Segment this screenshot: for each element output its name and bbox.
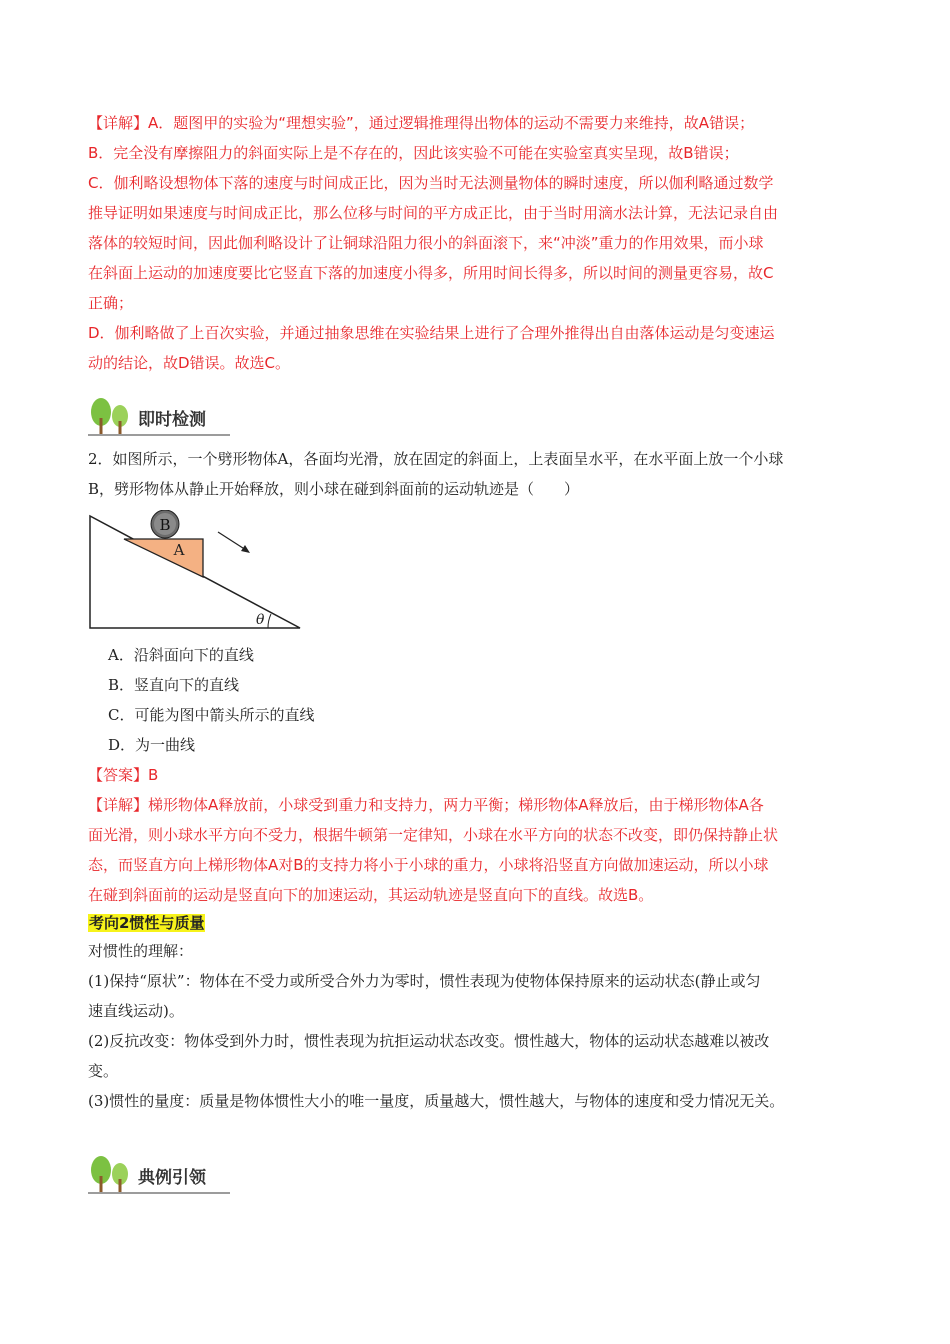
tree-icon xyxy=(88,396,134,436)
option-d: D．为一曲线 xyxy=(108,736,196,754)
detail-line: D．伽利略做了上百次实验，并通过抽象思维在实验结果上进行了合理外推得出自由落体运动是匀变速运 xyxy=(88,324,775,342)
wedge-label: A xyxy=(173,541,185,559)
detail-line: 面光滑，则小球水平方向不受力，根据牛顿第一定律知，小球在水平方向的状态不改变，即仍保持静止状 xyxy=(88,826,779,844)
detail-line: C．伽利略设想物体下落的速度与时间成正比，因为当时无法测量物体的瞬时速度，所以伽利略通过数学 xyxy=(88,174,774,192)
section-header-examples xyxy=(88,1150,878,1194)
detail-line: 态，而竖直方向上梯形物体A对B的支持力将小于小球的重力，小球将沿竖直方向做加速运动，所以小球 xyxy=(88,856,769,874)
topic-intro: 对惯性的理解： xyxy=(88,942,194,960)
option-c: C．可能为图中箭头所示的直线 xyxy=(108,706,315,724)
question-2 xyxy=(88,444,878,910)
motion-arrow xyxy=(218,532,246,550)
detail-line: 在碰到斜面前的运动是竖直向下的加速运动，其运动轨迹是竖直向下的直线。故选B。 xyxy=(88,886,654,904)
topic-line: (3)惯性的量度：质量是物体惯性大小的唯一量度，质量越大，惯性越大，与物体的速度和受力情况无关。 xyxy=(88,1092,785,1110)
section-header-instant-check xyxy=(88,392,878,436)
topic-line: (2)反抗改变：物体受到外力时，惯性表现为抗拒运动状态改变。惯性越大，物体的运动状态越难以被改 xyxy=(88,1032,770,1050)
prev-detail xyxy=(88,108,878,378)
angle-label: θ xyxy=(256,612,265,628)
section-underline xyxy=(88,434,230,436)
topic-heading: 考向2惯性与质量 xyxy=(89,914,205,932)
detail-line: B．完全没有摩擦阻力的斜面实际上是不存在的，因此该实验不可能在实验室真实呈现，故B错误； xyxy=(88,144,739,162)
topic-line: (1)保持“原状”：物体在不受力或所受合外力为零时，惯性表现为使物体保持原来的运动状态(静止或匀 xyxy=(88,972,761,990)
document-page xyxy=(88,108,878,1202)
question-line: B，劈形物体从静止开始释放，则小球在碰到斜面前的运动轨迹是（ ） xyxy=(88,480,580,498)
detail-line: 在斜面上运动的加速度要比它竖直下落的加速度小得多，所用时间长得多，所以时间的测量更容易，故C xyxy=(88,264,774,282)
section-title: 典例引领 xyxy=(138,1168,206,1188)
option-b: B．竖直向下的直线 xyxy=(108,676,240,694)
angle-arc xyxy=(268,614,271,628)
detail-line: 落体的较短时间，因此伽利略设计了让铜球沿阻力很小的斜面滚下，来“冲淡”重力的作用效果，而小球 xyxy=(88,234,764,252)
motion-arrow-head xyxy=(241,545,250,553)
detail-line: 【详解】A．题图甲的实验为“理想实验”，通过逻辑推理得出物体的运动不需要力来维持，故A错误； xyxy=(88,114,755,132)
answer-line: 【答案】B xyxy=(88,766,159,784)
tree-icon xyxy=(88,1154,134,1194)
topic-2 xyxy=(88,910,878,1116)
ball-label: B xyxy=(159,516,171,534)
detail-line: 正确； xyxy=(88,294,134,312)
detail-line: 【详解】梯形物体A释放前，小球受到重力和支持力，两力平衡；梯形物体A释放后，由于梯形物体A各 xyxy=(88,796,764,814)
topic-line: 变。 xyxy=(88,1062,119,1080)
incline-figure xyxy=(88,510,878,636)
topic-line: 速直线运动)。 xyxy=(88,1002,184,1020)
detail-line: 推导证明如果速度与时间成正比，那么位移与时间的平方成正比，由于当时用滴水法计算，无法记录自由 xyxy=(88,204,779,222)
section-underline xyxy=(88,1192,230,1194)
option-a: A．沿斜面向下的直线 xyxy=(108,646,254,664)
question-line: 2．如图所示，一个劈形物体A，各面均光滑，放在固定的斜面上，上表面呈水平，在水平面上放一个小球 xyxy=(88,450,784,468)
section-title: 即时检测 xyxy=(138,410,206,430)
wedge-block-a xyxy=(124,539,203,577)
detail-line: 动的结论，故D错误。故选C。 xyxy=(88,354,291,372)
